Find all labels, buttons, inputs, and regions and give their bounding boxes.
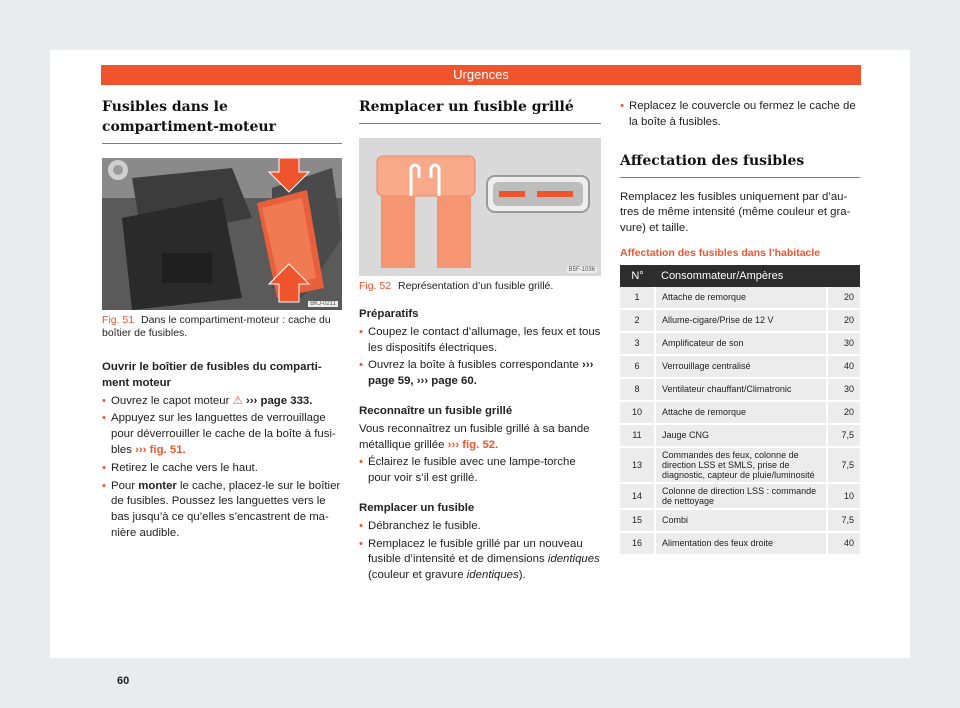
fuse-number-cell: 13 xyxy=(620,447,655,483)
table-row xyxy=(620,287,860,309)
table-row xyxy=(620,509,860,532)
step-text: Ouvrez la boîte à fusibles correspondante xyxy=(368,359,579,372)
step-text: Appuyez sur les languettes de verrouillage pour déverrouiller le cache de la boîte à fusibles xyxy=(111,412,336,456)
fuse-number-cell: 11 xyxy=(620,424,655,447)
fuse-number-cell: 3 xyxy=(620,332,655,355)
consumer-cell: Jauge CNG xyxy=(655,424,827,447)
step-text: (couleur et gravure xyxy=(368,569,464,582)
fuse-number-cell: 10 xyxy=(620,401,655,424)
section-header: Urgences xyxy=(101,65,861,85)
subheading-preparation: Préparatifs xyxy=(359,308,419,320)
table-row xyxy=(620,378,860,401)
engine-compartment-illustration xyxy=(102,158,342,310)
subheading-recognize: Reconnaître un fusible grillé xyxy=(359,404,513,417)
figure-caption xyxy=(359,280,601,293)
consumer-cell: Amplificateur de son xyxy=(655,332,827,355)
consumer-cell: Ventilateur chauffant/Climatronic xyxy=(655,378,827,401)
consumer-cell: Allume-cigare/Prise de 12 V xyxy=(655,309,827,332)
step-text: ). xyxy=(518,569,526,582)
step-press-tabs xyxy=(102,411,342,458)
table-row xyxy=(620,309,860,332)
step-emphasis: monter xyxy=(138,479,177,492)
column-header-consumer: Consommateur/Ampères xyxy=(655,265,860,287)
step-unplug: • Débranchez le fusible. xyxy=(359,519,601,535)
table-row xyxy=(620,447,860,483)
paragraph-fuse-rule: Remplacez les fusibles uniquement par d’autres de même intensité (même couleur et gravure) et taille. xyxy=(620,190,851,235)
fuse-number-cell: 14 xyxy=(620,483,655,509)
warning-icon: ⚠ xyxy=(232,394,243,407)
fuse-table-body xyxy=(620,287,860,555)
step-text: le cache, placez-le sur le boîtier de fusibles. Poussez les languettes vers le bas jusqu’à ce qu’elles s’encastrent de manière audible. xyxy=(111,479,341,539)
page-number: 60 xyxy=(117,675,130,687)
column-header-number: N° xyxy=(620,265,655,287)
column-fuse-assignment xyxy=(620,97,860,556)
figure-link[interactable]: ››› fig. 51. xyxy=(135,443,186,456)
table-row xyxy=(620,355,860,378)
table-row xyxy=(620,532,860,555)
step-text: Ouvrez le capot moteur xyxy=(111,394,230,407)
step-emphasis: identiques xyxy=(466,569,519,582)
subheading-replace: Remplacer un fusible xyxy=(359,501,475,514)
figure-link[interactable]: ››› fig. 52. xyxy=(447,438,499,451)
fuse-number-cell: 16 xyxy=(620,532,655,555)
section-title-fuse-assignment: Affectation des fusibles xyxy=(620,151,860,178)
figure-engine-compartment xyxy=(102,158,342,310)
section-title-engine-fuses: Fusibles dans le compartiment-moteur xyxy=(102,97,342,144)
step-switch-off: • Coupez le contact d’allumage, les feux et tous les dispositifs électriques. xyxy=(359,325,601,357)
step-replace xyxy=(359,537,601,584)
figure-number: Fig. 52 xyxy=(359,280,392,292)
consumer-cell: Colonne de direction LSS : commande de nettoyage xyxy=(655,483,827,509)
amperage-cell: 40 xyxy=(827,355,860,378)
table-row xyxy=(620,401,860,424)
amperage-cell: 7,5 xyxy=(827,447,860,483)
paragraph-text: Vous reconnaîtrez un fusible grillé à sa bande métallique grillée xyxy=(359,422,590,451)
consumer-cell: Attache de remorque xyxy=(655,401,827,424)
fuse-table xyxy=(620,265,860,556)
figure-code: BKJ-0211 xyxy=(310,301,336,307)
table-row xyxy=(620,332,860,355)
amperage-cell: 20 xyxy=(827,401,860,424)
page-link[interactable]: ››› page 333. xyxy=(245,394,313,407)
consumer-cell: Combi xyxy=(655,509,827,532)
figure-caption-text: Représentation d’un fusible grillé. xyxy=(398,280,554,292)
figure-caption xyxy=(102,314,342,340)
amperage-cell: 20 xyxy=(827,309,860,332)
subheading-open-fusebox: Ouvrir le boîtier de fusibles du compartiment moteur xyxy=(102,361,322,389)
consumer-cell: Attache de remorque xyxy=(655,287,827,309)
step-flashlight: • Éclairez le fusible avec une lampe-torche pour voir s’il est grillé. xyxy=(359,455,601,487)
paragraph-recognize xyxy=(359,422,601,454)
step-emphasis: identiques xyxy=(547,553,600,566)
blown-fuse-illustration xyxy=(359,138,601,276)
amperage-cell: 30 xyxy=(827,378,860,401)
amperage-cell: 40 xyxy=(827,532,860,555)
amperage-cell: 20 xyxy=(827,287,860,309)
fuse-number-cell: 2 xyxy=(620,309,655,332)
step-text: Remplacez le fusible grillé par un nouveau fusible d’intensité et de dimensions xyxy=(368,537,583,566)
step-replace-cover: • Replacez le couvercle ou fermez le cache de la boîte à fusibles. xyxy=(620,99,860,131)
page-link[interactable]: ››› page 59, ››› page 60. xyxy=(368,359,594,388)
step-open-fusebox xyxy=(359,358,601,390)
consumer-cell: Alimentation des feux droite xyxy=(655,532,827,555)
amperage-cell: 7,5 xyxy=(827,509,860,532)
step-remove-cover: • Retirez le cache vers le haut. xyxy=(102,461,342,477)
figure-blown-fuse xyxy=(359,138,601,276)
section-title-replace-fuse: Remplacer un fusible grillé xyxy=(359,97,601,124)
table-row xyxy=(620,483,860,509)
figure-caption-text: Dans le compartiment-moteur : cache du boîtier de fusibles. xyxy=(102,314,331,339)
table-title: Affectation des fusibles dans l’habitacle xyxy=(620,246,821,259)
figure-code: B5F-1036 xyxy=(568,267,595,273)
column-replace-fuse xyxy=(359,97,601,584)
table-header-row xyxy=(620,265,860,287)
fuse-number-cell: 15 xyxy=(620,509,655,532)
fuse-number-cell: 1 xyxy=(620,287,655,309)
consumer-cell: Verrouillage centralisé xyxy=(655,355,827,378)
fuse-number-cell: 6 xyxy=(620,355,655,378)
column-engine-fuses xyxy=(102,97,342,542)
step-text: Pour xyxy=(111,479,136,492)
consumer-cell: Commandes des feux, colonne de direction LSS et SMLS, prise de diagnostic, capteur de pluie/luminosité xyxy=(655,447,827,483)
page xyxy=(50,50,910,687)
amperage-cell: 30 xyxy=(827,332,860,355)
step-mount-cover xyxy=(102,479,342,542)
step-open-hood xyxy=(102,394,342,410)
amperage-cell: 10 xyxy=(827,483,860,509)
figure-number: Fig. 51 xyxy=(102,314,135,326)
amperage-cell: 7,5 xyxy=(827,424,860,447)
table-row xyxy=(620,424,860,447)
fuse-number-cell: 8 xyxy=(620,378,655,401)
